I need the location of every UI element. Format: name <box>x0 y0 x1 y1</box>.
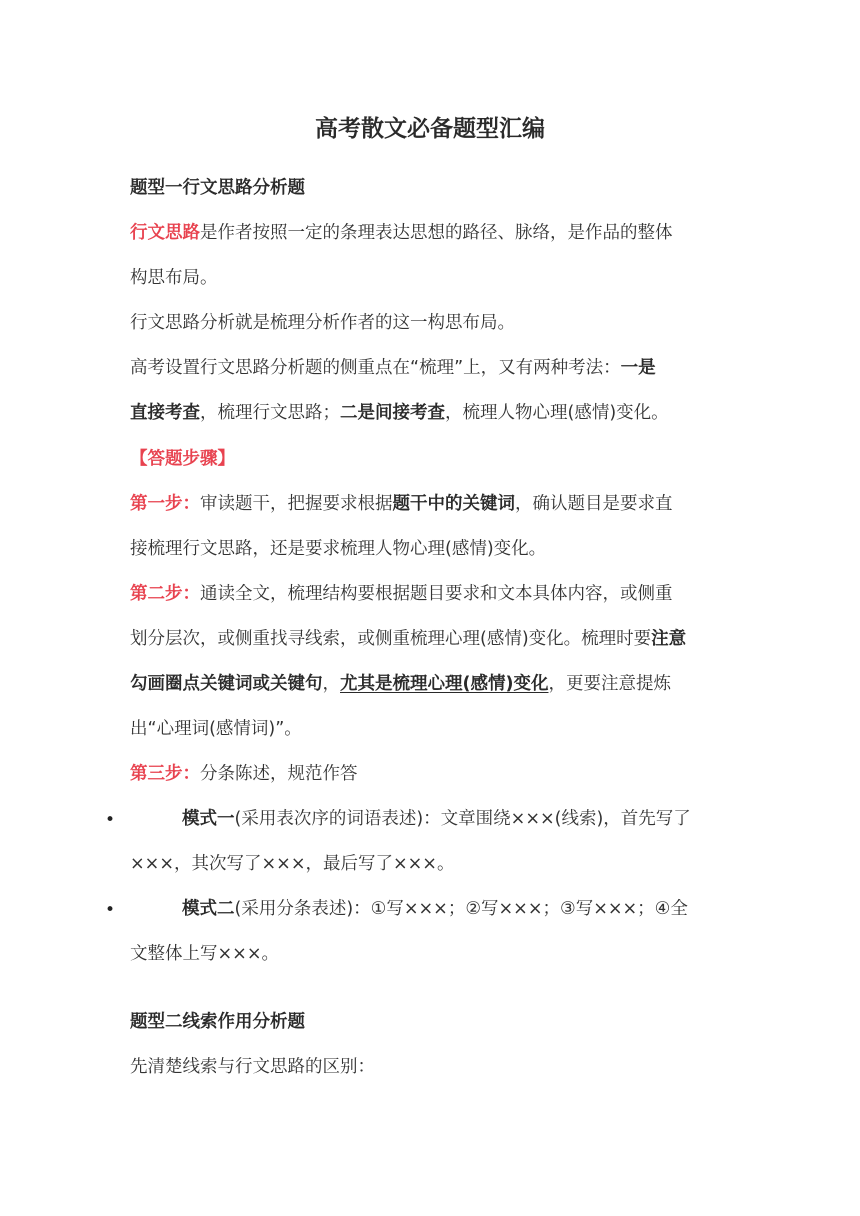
exam-direct: 直接考查 <box>130 403 200 423</box>
mode1-text: (采用表次序的词语表述)：文章围绕×××(线索)，首先写了 <box>234 809 691 829</box>
step3-label: 第三步： <box>130 764 200 784</box>
step1-text-2: ，确认题目是要求直 <box>515 494 673 514</box>
exam-text: 高考设置行文思路分析题的侧重点在“梳理”上，又有两种考法： <box>130 358 621 378</box>
step2-line3-text: ，更要注意提炼 <box>548 674 671 694</box>
mode1-label: 模式一 <box>182 809 235 829</box>
bullet-mode2: • <box>105 900 116 920</box>
mode1-line-2: ×××，其次写了×××，最后写了×××。 <box>130 854 455 874</box>
exam-direct-text: ，梳理行文思路； <box>200 403 340 423</box>
exam-line-1 <box>130 355 740 381</box>
definition-line-1 <box>130 220 740 246</box>
section2-intro: 先清楚线索与行文思路的区别： <box>130 1057 375 1077</box>
definition-text: 是作者按照一定的条理表达思想的路径、脉络，是作品的整体 <box>200 223 673 243</box>
step3-text: 分条陈述，规范作答 <box>200 764 358 784</box>
step1-keyword: 题干中的关键词 <box>392 494 515 514</box>
step2-text: 通读全文，梳理结构要根据题目要求和文本具体内容，或侧重 <box>200 584 673 604</box>
bullet-mode1: • <box>105 810 116 830</box>
steps-label: 【答题步骤】 <box>130 449 235 469</box>
step2-line-3 <box>130 671 740 697</box>
exam-indirect: 二是间接考查 <box>340 403 445 423</box>
document-title: 高考散文必备题型汇编 <box>315 116 545 142</box>
exam-line-2 <box>130 400 740 426</box>
exam-bold-first: 一是 <box>620 358 656 378</box>
step2-keyphrase: 勾画圈点关键词或关键句 <box>130 674 323 694</box>
mode1-line-1 <box>130 806 740 832</box>
step2-line2-text: 划分层次，或侧重找寻线索，或侧重梳理心理(感情)变化。梳理时要 <box>130 629 652 649</box>
section2-heading: 题型二线索作用分析题 <box>130 1012 305 1032</box>
definition-term: 行文思路 <box>130 223 200 243</box>
section1-heading: 题型一行文思路分析题 <box>130 178 305 198</box>
step1-label: 第一步： <box>130 494 200 514</box>
step1-line-2: 接梳理行文思路，还是要求梳理人物心理(感情)变化。 <box>130 539 547 559</box>
step1-text: 审读题干，把握要求根据 <box>200 494 393 514</box>
step2-line-2 <box>130 626 740 652</box>
mode2-line-2: 文整体上写×××。 <box>130 944 279 964</box>
step2-separator: ， <box>322 674 340 694</box>
analysis-paragraph: 行文思路分析就是梳理分析作者的这一构思布局。 <box>130 313 515 333</box>
mode2-text: (采用分条表述)：①写×××；②写×××；③写×××；④全 <box>234 899 688 919</box>
exam-indirect-text: ，梳理人物心理(感情)变化。 <box>445 403 669 423</box>
step3-line <box>130 761 740 787</box>
step2-line2-bold: 注意 <box>651 629 687 649</box>
step2-label: 第二步： <box>130 584 200 604</box>
definition-line-2: 构思布局。 <box>130 268 218 288</box>
step2-line-1 <box>130 581 740 607</box>
step1-line-1 <box>130 491 740 517</box>
step2-line-4: 出“心理词(感情词)”。 <box>130 719 302 739</box>
mode2-line-1 <box>130 896 740 922</box>
step2-emphasis-underlined: 尤其是梳理心理(感情)变化 <box>340 674 549 694</box>
mode2-label: 模式二 <box>182 899 235 919</box>
